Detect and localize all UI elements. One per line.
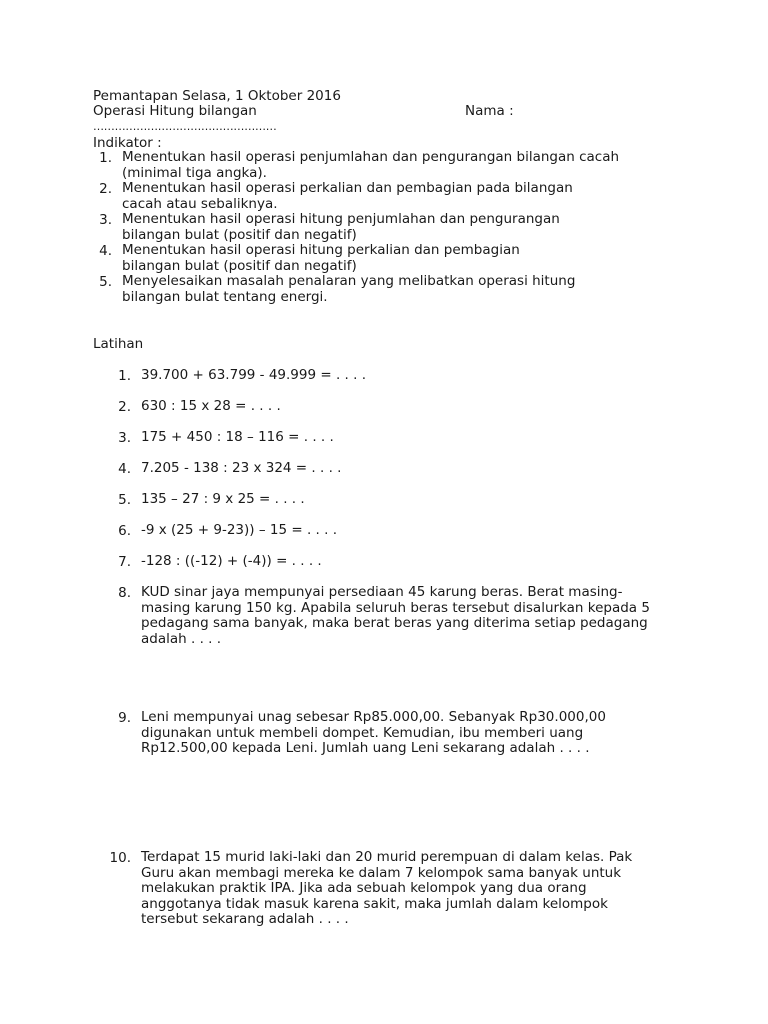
indikator-item-text-line: cacah atau sebaliknya. (122, 195, 278, 212)
indikator-item-text-line: (minimal tiga angka). (122, 164, 267, 181)
nama-label: Nama : (465, 103, 514, 119)
latihan-item-text-line: KUD sinar jaya mempunyai persediaan 45 karung beras. Berat masing- (141, 584, 623, 600)
latihan-item-text-line: melakukan praktik IPA. Jika ada sebuah kelompok yang dua orang (141, 880, 587, 896)
indikator-item-text-line: bilangan bulat (positif dan negatif) (122, 226, 357, 243)
latihan-item-number: 7. (118, 554, 131, 570)
latihan-item-text-line: 175 + 450 : 18 – 116 = . . . . (141, 429, 334, 445)
latihan-item-text-line: Guru akan membagi mereka ke dalam 7 kelompok sama banyak untuk (141, 864, 622, 881)
latihan-item-number: 8. (118, 585, 131, 601)
latihan-title: Latihan (93, 336, 144, 352)
indikator-item-text-line: Menentukan hasil operasi hitung perkalian dan pembagian (122, 242, 520, 258)
latihan-item-text-line: 7.205 - 138 : 23 x 324 = . . . . (141, 460, 342, 476)
indikator-item-text-line: Menentukan hasil operasi hitung penjumlahan dan pengurangan (122, 211, 560, 227)
latihan-item-number: 3. (118, 430, 131, 446)
latihan-item-text-line: anggotanya tidak masuk karena sakit, maka jumlah dalam kelompok (141, 895, 608, 912)
indikator-item-number: 1. (99, 150, 112, 166)
nama-dots: …………………………………………… (93, 120, 277, 133)
indikator-item-text-line: Menyelesaikan masalah penalaran yang melibatkan operasi hitung (122, 273, 576, 289)
indikator-item-text-line: Menentukan hasil operasi penjumlahan dan pengurangan bilangan cacah (122, 149, 620, 165)
indikator-title: Indikator : (93, 135, 162, 151)
indikator-item-number: 2. (99, 181, 112, 197)
latihan-item-text-line: 135 – 27 : 9 x 25 = . . . . (141, 491, 305, 507)
latihan-item-number: 4. (118, 461, 131, 477)
indikator-item-text-line: bilangan bulat (positif dan negatif) (122, 257, 357, 274)
latihan-item-text-line: Rp12.500,00 kepada Leni. Jumlah uang Leni sekarang adalah . . . . (141, 740, 590, 756)
latihan-item-text-line: -128 : ((-12) + (-4)) = . . . . (141, 553, 322, 569)
latihan-item-text-line: 630 : 15 x 28 = . . . . (141, 398, 281, 414)
latihan-item-number: 10. (109, 850, 131, 866)
indikator-item-number: 4. (99, 243, 112, 259)
latihan-item-number: 6. (118, 523, 131, 539)
indikator-item-number: 3. (99, 212, 112, 228)
latihan-item-text-line: 39.700 + 63.799 - 49.999 = . . . . (141, 367, 366, 383)
header-line-1: Pemantapan Selasa, 1 Oktober 2016 (93, 88, 341, 104)
latihan-item-text-line: digunakan untuk membeli dompet. Kemudian, ibu memberi uang (141, 724, 584, 741)
latihan-item-text-line: adalah . . . . (141, 630, 222, 647)
latihan-item-number: 2. (118, 399, 131, 415)
latihan-item-text-line: -9 x (25 + 9-23)) – 15 = . . . . (141, 522, 337, 538)
indikator-item-number: 5. (99, 274, 112, 290)
latihan-item-text-line: pedagang sama banyak, maka berat beras yang diterima setiap pedagang (141, 615, 648, 631)
latihan-item-number: 5. (118, 492, 131, 508)
latihan-item-text-line: Leni mempunyai unag sebesar Rp85.000,00. Sebanyak Rp30.000,00 (141, 709, 606, 725)
latihan-item-text-line: Terdapat 15 murid laki-laki dan 20 murid perempuan di dalam kelas. Pak (141, 849, 633, 865)
latihan-item-number: 1. (118, 368, 131, 384)
latihan-item-number: 9. (118, 710, 131, 726)
header-line-2: Operasi Hitung bilangan (93, 103, 257, 119)
indikator-item-text-line: bilangan bulat tentang energi. (122, 288, 328, 305)
latihan-item-text-line: masing karung 150 kg. Apabila seluruh beras tersebut disalurkan kepada 5 (141, 599, 650, 616)
latihan-item-text-line: tersebut sekarang adalah . . . . (141, 911, 349, 927)
indikator-item-text-line: Menentukan hasil operasi perkalian dan pembagian pada bilangan (122, 180, 573, 196)
